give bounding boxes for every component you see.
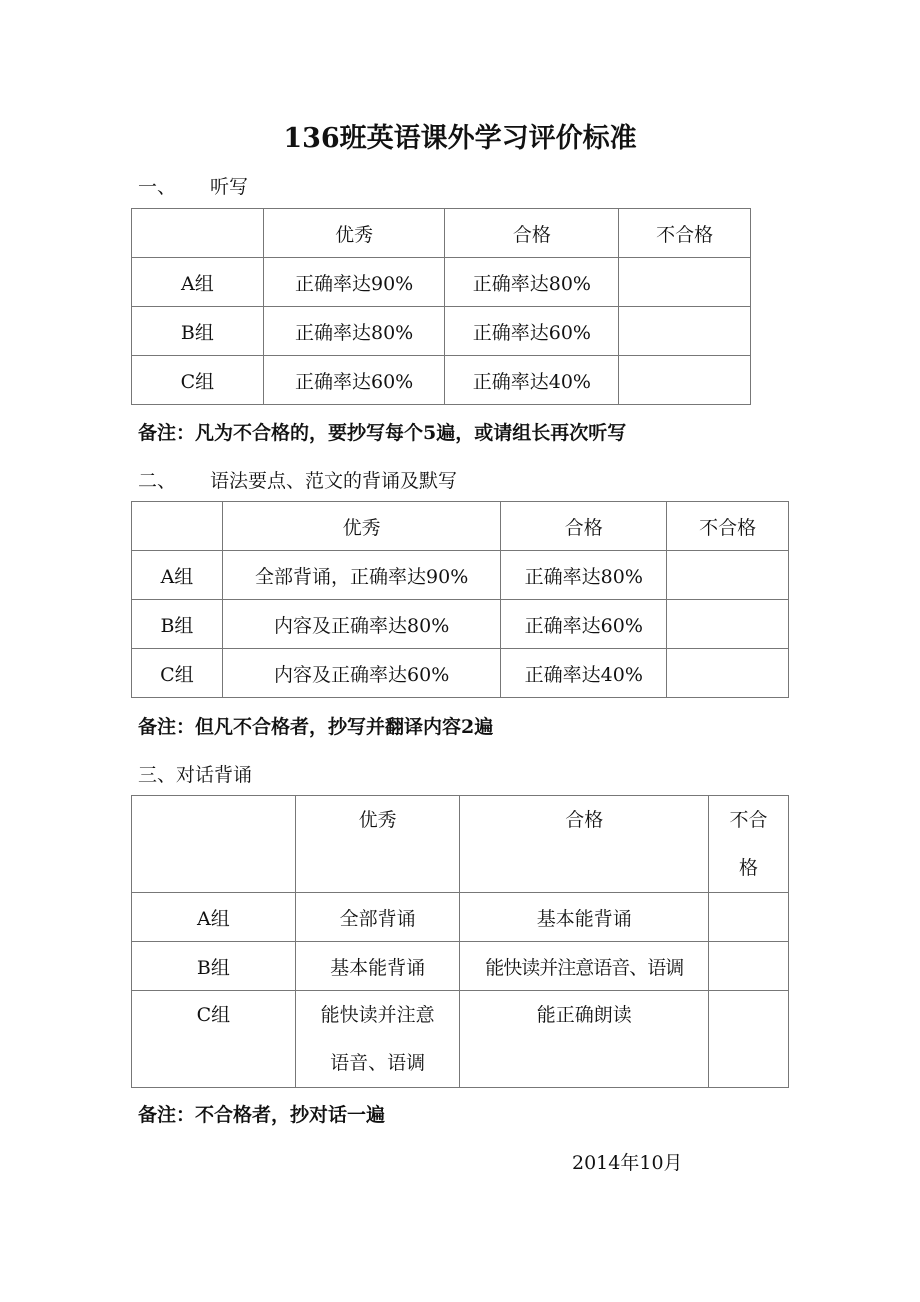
pass-cell: 正确率达40% <box>501 649 667 698</box>
fail-cell <box>709 893 789 942</box>
page-title: 136班英语课外学习评价标准 <box>283 123 637 154</box>
group-cell: C组 <box>132 991 296 1088</box>
pass-cell: 正确率达60% <box>501 600 667 649</box>
header-cell-empty <box>132 209 264 258</box>
section-1-heading <box>138 172 248 199</box>
section-3-note: 备注：不合格者，抄对话一遍 <box>138 1104 386 1126</box>
header-cell-pass: 合格 <box>501 502 667 551</box>
header-cell-excellent: 优秀 <box>295 796 460 893</box>
header-cell-fail: 不合格 <box>619 209 751 258</box>
fail-cell <box>667 551 789 600</box>
group-cell: B组 <box>132 942 296 991</box>
table-header-row <box>132 796 789 893</box>
header-cell-fail: 不合格 <box>667 502 789 551</box>
fail-cell <box>619 258 751 307</box>
table-row <box>132 356 751 405</box>
group-cell: C组 <box>132 649 223 698</box>
group-cell: A组 <box>132 258 264 307</box>
group-cell: B组 <box>132 307 264 356</box>
header-cell-empty <box>132 796 296 893</box>
fail-cell <box>619 356 751 405</box>
table-row <box>132 649 789 698</box>
pass-cell: 正确率达60% <box>445 307 619 356</box>
dictation-table <box>131 208 751 405</box>
excellent-cell: 正确率达80% <box>263 307 445 356</box>
table-row <box>132 258 751 307</box>
pass-cell: 能正确朗读 <box>460 991 709 1088</box>
header-cell-excellent: 优秀 <box>222 502 501 551</box>
header-cell-pass: 合格 <box>445 209 619 258</box>
pass-cell: 正确率达40% <box>445 356 619 405</box>
table-row <box>132 551 789 600</box>
pass-cell: 能快读并注意语音、语调 <box>460 942 709 991</box>
table-row <box>132 893 789 942</box>
fail-cell <box>709 991 789 1088</box>
header-cell-fail: 不合格 <box>709 796 789 893</box>
table-row <box>132 991 789 1088</box>
section-2-number: 二、 <box>138 470 177 492</box>
excellent-cell: 内容及正确率达60% <box>222 649 501 698</box>
table-row <box>132 307 751 356</box>
fail-cell <box>619 307 751 356</box>
excellent-cell: 内容及正确率达80% <box>222 600 501 649</box>
section-1-number: 一、 <box>138 176 177 198</box>
excellent-cell: 全部背诵 <box>295 893 460 942</box>
group-cell: B组 <box>132 600 223 649</box>
dialogue-recitation-table <box>131 795 789 1088</box>
excellent-cell: 全部背诵，正确率达90% <box>222 551 501 600</box>
section-2-note: 备注：但凡不合格者，抄写并翻译内容2遍 <box>138 716 494 738</box>
section-2-heading <box>138 466 457 493</box>
group-cell: A组 <box>132 551 223 600</box>
fail-cell <box>709 942 789 991</box>
excellent-cell: 基本能背诵 <box>295 942 460 991</box>
group-cell: C组 <box>132 356 264 405</box>
section-3-heading: 三、对话背诵 <box>138 764 253 786</box>
pass-cell: 基本能背诵 <box>460 893 709 942</box>
excellent-cell: 正确率达60% <box>263 356 445 405</box>
table-header-row <box>132 209 751 258</box>
section-1-note: 备注：凡为不合格的，要抄写每个5遍，或请组长再次听写 <box>138 422 627 444</box>
fail-cell <box>667 649 789 698</box>
section-1-title: 听写 <box>210 176 249 198</box>
header-cell-excellent: 优秀 <box>263 209 445 258</box>
table-row <box>132 942 789 991</box>
grammar-recitation-table <box>131 501 789 698</box>
table-row <box>132 600 789 649</box>
header-cell-empty <box>132 502 223 551</box>
table-header-row <box>132 502 789 551</box>
section-2-title: 语法要点、范文的背诵及默写 <box>210 470 458 492</box>
pass-cell: 正确率达80% <box>445 258 619 307</box>
excellent-cell: 正确率达90% <box>263 258 445 307</box>
group-cell: A组 <box>132 893 296 942</box>
excellent-cell: 能快读并注意语音、语调 <box>295 991 460 1088</box>
header-cell-pass: 合格 <box>460 796 709 893</box>
pass-cell: 正确率达80% <box>501 551 667 600</box>
fail-cell <box>667 600 789 649</box>
document-date: 2014年10月 <box>572 1152 683 1174</box>
